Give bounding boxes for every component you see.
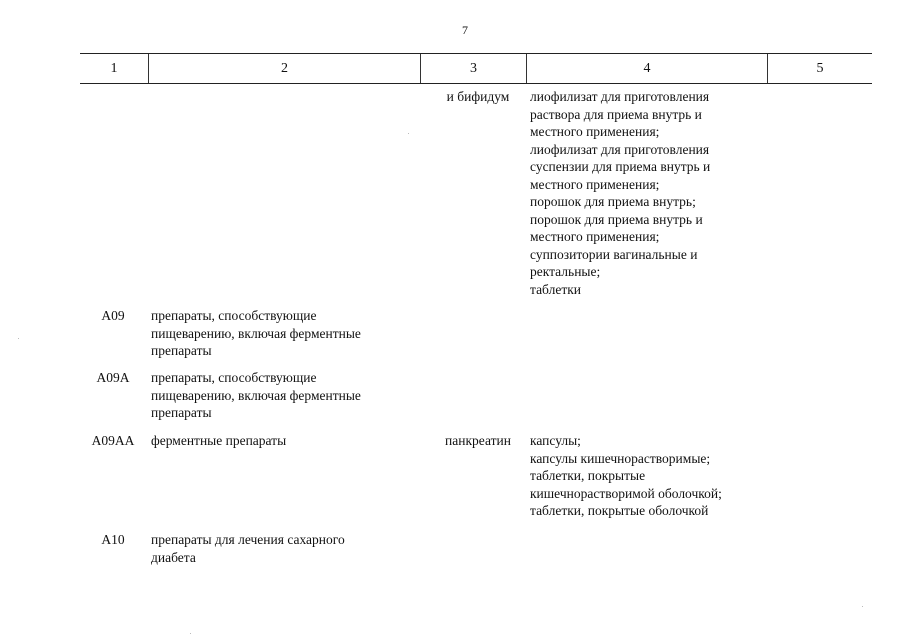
- dosage-form-line: капсулы кишечнорастворимые;: [530, 450, 711, 466]
- group-name-line: диабета: [151, 549, 196, 565]
- group-name-line: препараты: [151, 405, 212, 420]
- dosage-form-line: местного применения;: [530, 229, 660, 244]
- dosage-form-line: суппозитории вагинальные и: [530, 246, 698, 262]
- dosage-form-line: раствора для приема внутрь и: [530, 106, 702, 122]
- scan-speck: [190, 633, 191, 634]
- page-number: 7: [462, 23, 468, 37]
- header-col-1: 1: [110, 61, 118, 76]
- group-name-line: препараты: [151, 343, 212, 358]
- dosage-form-line: таблетки, покрытые оболочкой: [530, 503, 709, 518]
- header-col-3: 3: [470, 61, 477, 76]
- dosage-form-line: порошок для приема внутрь;: [530, 194, 696, 209]
- header-col-2: 2: [281, 61, 288, 76]
- atc-code: A09: [101, 308, 125, 323]
- scan-speck: [862, 606, 863, 607]
- dosage-form-line: порошок для приема внутрь и: [530, 211, 703, 227]
- drug-name: и бифидум: [446, 89, 510, 104]
- dosage-forms: [530, 432, 766, 520]
- atc-code: A09AA: [91, 433, 135, 448]
- group-name: [151, 432, 413, 450]
- group-name: [151, 369, 413, 422]
- group-name-line: пищеварению, включая ферментные: [151, 387, 361, 403]
- dosage-form-line: ректальные;: [530, 264, 601, 279]
- atc-code: A09A: [96, 370, 130, 385]
- dosage-form-line: таблетки, покрытые: [530, 468, 646, 483]
- dosage-form-line: таблетки: [530, 281, 582, 297]
- group-name-line: препараты, способствующие: [151, 308, 317, 323]
- group-name-line: ферментные препараты: [151, 433, 287, 448]
- dosage-form-line: местного применения;: [530, 176, 660, 192]
- dosage-form-line: капсулы;: [530, 433, 581, 448]
- dosage-forms: [530, 88, 766, 298]
- atc-code: A10: [101, 532, 125, 547]
- scan-speck: [18, 338, 19, 339]
- table-header: [80, 53, 872, 84]
- header-col-4: 4: [643, 61, 651, 76]
- group-name-line: препараты для лечения сахарного: [151, 532, 345, 547]
- scan-speck: [408, 133, 409, 134]
- dosage-form-line: суспензии для приема внутрь и: [530, 159, 711, 174]
- dosage-form-line: лиофилизат для приготовления: [530, 89, 710, 104]
- group-name-line: препараты, способствующие: [151, 370, 317, 385]
- drug-name: панкреатин: [445, 433, 511, 448]
- dosage-form-line: местного применения;: [530, 124, 660, 139]
- dosage-form-line: кишечнорастворимой оболочкой;: [530, 485, 722, 501]
- dosage-form-line: лиофилизат для приготовления: [530, 141, 710, 157]
- group-name: [151, 307, 413, 360]
- header-col-5: 5: [816, 61, 824, 76]
- group-name-line: пищеварению, включая ферментные: [151, 325, 361, 341]
- group-name: [151, 531, 413, 566]
